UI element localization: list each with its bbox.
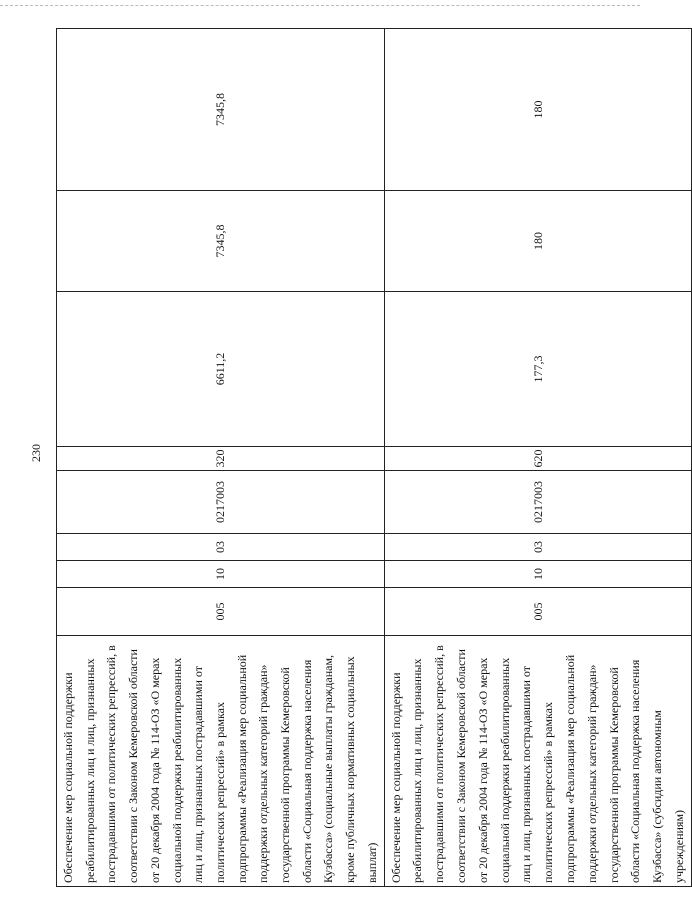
budget-table [56, 28, 692, 887]
target-article-code: 0217003 [384, 471, 691, 534]
ministry-code: 005 [57, 588, 385, 636]
expense-type-code: 620 [384, 447, 691, 471]
amount-2: 7345,8 [57, 191, 385, 292]
amount-3: 180 [384, 29, 691, 191]
amount-3: 7345,8 [57, 29, 385, 191]
section-code: 10 [384, 561, 691, 588]
table-row [57, 29, 385, 887]
amount-1: 6611,2 [57, 292, 385, 447]
amount-1: 177,3 [384, 292, 691, 447]
page-number: 230 [29, 444, 43, 462]
row-description: Обеспечение мер социальной поддержки реабилитированных лиц и лиц, признанных пострадавшими от политических репрессий, в соответствии с Законом Кемеровской области от 20 декабря 2004 года № 114-ОЗ «О мерах социальной поддержки реабилитированных лиц и лиц, признанных пострадавшими от политических репрессий» в рамках подпрограммы «Реализация мер социальной поддержки отдельных категорий граждан» государственной программы Кемеровской области «Социальная поддержка населения Кузбасса» (субсидии автономным учреждениям) [384, 636, 691, 887]
table-row [384, 29, 691, 887]
subsection-code: 03 [384, 534, 691, 561]
subsection-code: 03 [57, 534, 385, 561]
target-article-code: 0217003 [57, 471, 385, 534]
amount-2: 180 [384, 191, 691, 292]
row-description: Обеспечение мер социальной поддержки реабилитированных лиц и лиц, признанных пострадавшими от политических репрессий, в соответствии с Законом Кемеровской области от 20 декабря 2004 года № 114-ОЗ «О мерах социальной поддержки реабилитированных лиц и лиц, признанных пострадавшими от политических репрессий» в рамках подпрограммы «Реализация мер социальной поддержки отдельных категорий граждан» государственной программы Кемеровской области «Социальная поддержка населения Кузбасса» (социальные выплаты гражданам, кроме публичных нормативных социальных выплат) [57, 636, 385, 887]
expense-type-code: 320 [57, 447, 385, 471]
ministry-code: 005 [384, 588, 691, 636]
section-code: 10 [57, 561, 385, 588]
